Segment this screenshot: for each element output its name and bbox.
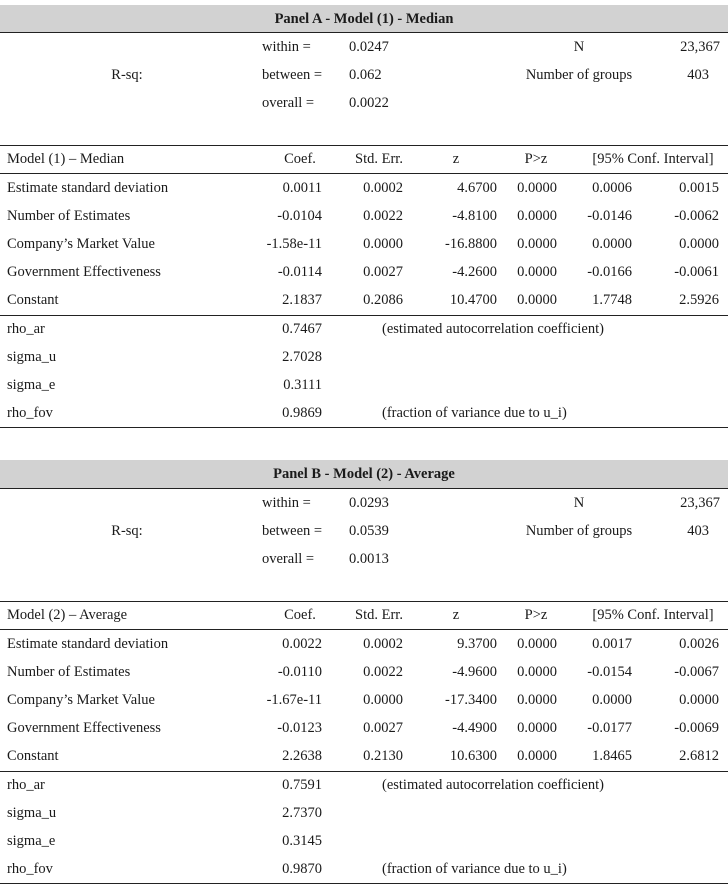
rsq-between-label: between = [262,67,323,83]
divider [0,771,728,772]
stderr-value: 0.0022 [363,664,403,680]
pz-value: 0.0000 [517,292,557,308]
table-header-z: z [452,607,460,623]
ci-high-value: -0.0067 [674,664,719,680]
z-value: -4.9600 [452,664,497,680]
rsq-between-label: between = [262,523,323,539]
row-label: Company’s Market Value [7,692,155,708]
groups-value: 403 [687,67,709,83]
divider [0,145,728,146]
groups-label: Number of groups [525,523,633,539]
stderr-value: 0.0022 [363,208,403,224]
stat-note: (estimated autocorrelation coefficient) [382,321,604,337]
stderr-value: 0.0000 [363,236,403,252]
ci-high-value: 0.0026 [679,636,719,652]
pz-value: 0.0000 [517,236,557,252]
table-header-stderr: Std. Err. [355,607,403,623]
coef-value: -0.0110 [277,664,322,680]
pz-value: 0.0000 [517,208,557,224]
groups-label: Number of groups [525,67,633,83]
pz-value: 0.0000 [517,264,557,280]
divider [0,427,728,428]
table-header-pz: P>z [524,151,548,167]
row-label: Government Effectiveness [7,264,161,280]
stderr-value: 0.0027 [363,720,403,736]
divider [0,173,728,174]
stderr-value: 0.0000 [363,692,403,708]
stat-label: rho_ar [7,321,45,337]
stat-value: 0.9870 [282,861,322,877]
row-label: Government Effectiveness [7,720,161,736]
ci-low-value: 0.0006 [592,180,632,196]
rsq-within-value: 0.0247 [349,39,389,55]
coef-value: 2.2638 [282,748,322,764]
coef-value: -0.0123 [277,720,322,736]
stat-label: sigma_u [7,805,57,821]
stat-value: 0.3111 [283,377,322,393]
ci-low-value: -0.0166 [587,264,632,280]
z-value: -4.4900 [452,720,497,736]
rsq-within-label: within = [262,39,311,55]
row-label: Number of Estimates [7,208,131,224]
row-label: Estimate standard deviation [7,636,169,652]
groups-value: 403 [687,523,709,539]
stderr-value: 0.0002 [363,180,403,196]
coef-value: -1.58e-11 [266,236,322,252]
rsq-between-value: 0.0539 [349,523,389,539]
pz-value: 0.0000 [517,664,557,680]
table-header-ci: [95% Conf. Interval] [592,151,714,167]
stat-note: (fraction of variance due to u_i) [382,861,567,877]
ci-high-value: 2.5926 [679,292,719,308]
stderr-value: 0.2086 [363,292,403,308]
stat-label: sigma_u [7,349,57,365]
stat-value: 0.3145 [282,833,322,849]
ci-high-value: 0.0015 [679,180,719,196]
stat-label: rho_ar [7,777,45,793]
ci-high-value: -0.0062 [674,208,719,224]
row-label: Constant [7,748,59,764]
n-label: N [573,39,585,55]
ci-low-value: -0.0154 [587,664,632,680]
table-header-ci: [95% Conf. Interval] [592,607,714,623]
table-header-model: Model (1) – Median [7,151,125,167]
coef-value: 2.1837 [282,292,322,308]
rsq-overall-value: 0.0022 [349,95,389,111]
stat-value: 2.7028 [282,349,322,365]
ci-high-value: 2.6812 [679,748,719,764]
stderr-value: 0.0027 [363,264,403,280]
z-value: -4.2600 [452,264,497,280]
rsq-within-value: 0.0293 [349,495,389,511]
ci-low-value: 1.8465 [592,748,632,764]
n-label: N [573,495,585,511]
rsq-within-label: within = [262,495,311,511]
z-value: 10.4700 [449,292,497,308]
row-label: Company’s Market Value [7,236,155,252]
divider [0,601,728,602]
panel-b [0,444,728,886]
divider [0,488,728,489]
row-label: Number of Estimates [7,664,131,680]
z-value: 10.6300 [449,748,497,764]
z-value: 9.3700 [457,636,497,652]
z-value: -4.8100 [452,208,497,224]
panel-title: Panel B - Model (2) - Average [0,460,728,488]
stat-value: 2.7370 [282,805,322,821]
stderr-value: 0.2130 [363,748,403,764]
rsq-overall-label: overall = [262,95,315,111]
row-label: Estimate standard deviation [7,180,169,196]
pz-value: 0.0000 [517,692,557,708]
stat-label: sigma_e [7,833,56,849]
stderr-value: 0.0002 [363,636,403,652]
stat-label: rho_fov [7,405,53,421]
ci-low-value: 0.0000 [592,692,632,708]
table-header-stderr: Std. Err. [355,151,403,167]
table-header-coef: Coef. [284,151,316,167]
z-value: -16.8800 [445,236,497,252]
stat-note: (estimated autocorrelation coefficient) [382,777,604,793]
ci-high-value: 0.0000 [679,236,719,252]
table-header-pz: P>z [524,607,548,623]
coef-value: -0.0114 [277,264,322,280]
rsq-label: R-sq: [111,523,143,539]
ci-high-value: -0.0069 [674,720,719,736]
pz-value: 0.0000 [517,180,557,196]
pz-value: 0.0000 [517,636,557,652]
ci-high-value: 0.0000 [679,692,719,708]
pz-value: 0.0000 [517,748,557,764]
table-header-model: Model (2) – Average [7,607,128,623]
stat-note: (fraction of variance due to u_i) [382,405,567,421]
ci-high-value: -0.0061 [674,264,719,280]
rsq-overall-value: 0.0013 [349,551,389,567]
ci-low-value: -0.0177 [587,720,632,736]
rsq-between-value: 0.062 [349,67,382,83]
divider [0,883,728,884]
pz-value: 0.0000 [517,720,557,736]
table-header-z: z [452,151,460,167]
ci-low-value: 0.0017 [592,636,632,652]
rsq-label: R-sq: [111,67,143,83]
divider [0,32,728,33]
row-label: Constant [7,292,59,308]
panel-title: Panel A - Model (1) - Median [0,5,728,33]
ci-low-value: -0.0146 [587,208,632,224]
stat-label: sigma_e [7,377,56,393]
divider [0,315,728,316]
coef-value: -1.67e-11 [266,692,322,708]
ci-low-value: 0.0000 [592,236,632,252]
n-value: 23,367 [680,495,720,511]
z-value: 4.6700 [457,180,497,196]
ci-low-value: 1.7748 [592,292,632,308]
stat-value: 0.7467 [282,321,322,337]
z-value: -17.3400 [445,692,497,708]
n-value: 23,367 [680,39,720,55]
stat-value: 0.7591 [282,777,322,793]
coef-value: 0.0022 [282,636,322,652]
rsq-overall-label: overall = [262,551,315,567]
coef-value: -0.0104 [277,208,322,224]
divider [0,629,728,630]
table-header-coef: Coef. [284,607,316,623]
stat-label: rho_fov [7,861,53,877]
coef-value: 0.0011 [282,180,322,196]
stat-value: 0.9869 [282,405,322,421]
